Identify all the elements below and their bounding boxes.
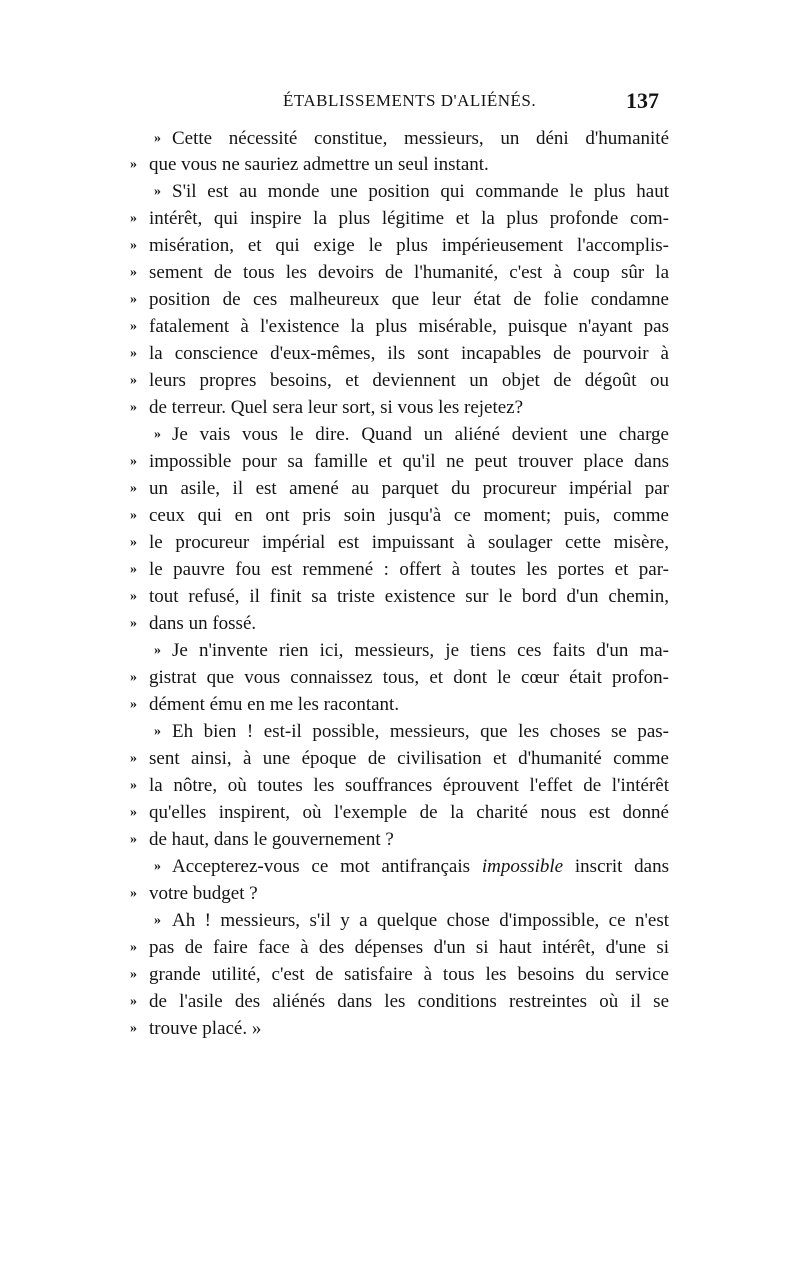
guillemet-mark: » — [154, 724, 161, 739]
guillemet-mark: » — [130, 238, 137, 253]
guillemet-mark: » — [130, 454, 137, 469]
line-text: Je vais vous le dire. Quand un aliéné devient une charge — [172, 424, 669, 445]
text-line — [0, 692, 800, 718]
text-line — [0, 908, 800, 934]
text-line — [0, 773, 800, 799]
text-line — [0, 746, 800, 772]
guillemet-mark: » — [130, 697, 137, 712]
guillemet-mark: » — [130, 940, 137, 955]
line-text: intérêt, qui inspire la plus légitime et la plus profonde com- — [149, 208, 669, 229]
text-line — [0, 989, 800, 1015]
guillemet-mark: » — [130, 157, 137, 172]
text-line — [0, 449, 800, 475]
guillemet-mark: » — [154, 427, 161, 442]
guillemet-mark: » — [130, 292, 137, 307]
text-line — [0, 126, 800, 152]
line-text: de terreur. Quel sera leur sort, si vous les rejetez? — [149, 397, 524, 418]
guillemet-mark: » — [154, 913, 161, 928]
line-text: sement de tous les devoirs de l'humanité, c'est à coup sûr la — [149, 262, 669, 283]
text-line — [0, 557, 800, 583]
line-text: Ah ! messieurs, s'il y a quelque chose d'impossible, ce n'est — [172, 910, 669, 931]
line-text: sent ainsi, à une époque de civilisation et d'humanité comme — [149, 748, 669, 769]
text-line — [0, 881, 800, 907]
running-head: ÉTABLISSEMENTS D'ALIÉNÉS. — [283, 91, 537, 110]
line-text: ceux qui en ont pris soin jusqu'à ce moment; puis, comme — [149, 505, 669, 526]
text-line — [0, 665, 800, 691]
line-text: le pauvre fou est remmené : offert à toutes les portes et par- — [149, 559, 669, 580]
line-text: le procureur impérial est impuissant à soulager cette misère, — [149, 532, 669, 553]
line-text: la nôtre, où toutes les souffrances éprouvent l'effet de l'intérêt — [149, 775, 669, 796]
line-text: qu'elles inspirent, où l'exemple de la charité nous est donné — [149, 802, 669, 823]
text-line — [0, 395, 800, 421]
guillemet-mark: » — [130, 535, 137, 550]
guillemet-mark: » — [130, 400, 137, 415]
guillemet-mark: » — [130, 751, 137, 766]
text-line — [0, 584, 800, 610]
text-line — [0, 719, 800, 745]
guillemet-mark: » — [130, 508, 137, 523]
text-line — [0, 962, 800, 988]
guillemet-mark: » — [130, 481, 137, 496]
text-line — [0, 341, 800, 367]
text-line — [0, 314, 800, 340]
line-text: impossible pour sa famille et qu'il ne peut trouver place dans — [149, 451, 669, 472]
line-text: dans un fossé. — [149, 613, 257, 634]
guillemet-mark: » — [130, 562, 137, 577]
guillemet-mark: » — [130, 670, 137, 685]
guillemet-mark: » — [130, 778, 137, 793]
guillemet-mark: » — [154, 184, 161, 199]
line-text: trouve placé. » — [149, 1018, 262, 1039]
line-text: fatalement à l'existence la plus misérable, puisque n'ayant pas — [149, 316, 669, 337]
text-line — [0, 827, 800, 853]
guillemet-mark: » — [130, 211, 137, 226]
line-text: leurs propres besoins, et deviennent un objet de dégoût ou — [149, 370, 669, 391]
text-line — [0, 179, 800, 205]
guillemet-mark: » — [154, 859, 161, 874]
line-text-before: Accepterez-vous ce mot antifrançais — [172, 856, 482, 877]
text-line — [0, 260, 800, 286]
line-text: de haut, dans le gouvernement ? — [149, 829, 394, 850]
text-line — [0, 476, 800, 502]
text-line — [0, 530, 800, 556]
text-line — [0, 503, 800, 529]
text-line — [0, 1016, 800, 1042]
text-line — [0, 611, 800, 637]
guillemet-mark: » — [130, 994, 137, 1009]
line-text-after: inscrit dans — [563, 856, 669, 877]
guillemet-mark: » — [130, 265, 137, 280]
line-text: pas de faire face à des dépenses d'un si haut intérêt, d'une si — [149, 937, 669, 958]
guillemet-mark: » — [130, 832, 137, 847]
guillemet-mark: » — [130, 373, 137, 388]
line-text: misération, et qui exige le plus impérieusement l'accomplis- — [149, 235, 669, 256]
line-text: de l'asile des aliénés dans les conditions restreintes où il se — [149, 991, 669, 1012]
guillemet-mark: » — [130, 319, 137, 334]
guillemet-mark: » — [130, 616, 137, 631]
guillemet-mark: » — [154, 131, 161, 146]
text-line — [0, 800, 800, 826]
text-line — [0, 233, 800, 259]
line-text — [172, 854, 669, 880]
guillemet-mark: » — [130, 886, 137, 901]
line-text: votre budget ? — [149, 883, 258, 904]
page-number: 137 — [626, 88, 659, 113]
line-text: dément ému en me les racontant. — [149, 694, 400, 715]
guillemet-mark: » — [130, 346, 137, 361]
line-text: Je n'invente rien ici, messieurs, je tiens ces faits d'un ma- — [172, 640, 669, 661]
guillemet-mark: » — [154, 643, 161, 658]
line-text: que vous ne sauriez admettre un seul instant. — [149, 154, 489, 175]
text-line — [0, 422, 800, 448]
text-line — [0, 854, 800, 880]
italic-word: impossible — [481, 856, 564, 877]
line-text: S'il est au monde une position qui commande le plus haut — [172, 181, 669, 202]
guillemet-mark: » — [130, 1021, 137, 1036]
line-text: Cette nécessité constitue, messieurs, un déni d'humanité — [172, 128, 669, 149]
text-line — [0, 368, 800, 394]
guillemet-mark: » — [130, 589, 137, 604]
guillemet-mark: » — [130, 805, 137, 820]
line-text: Eh bien ! est-il possible, messieurs, que les choses se pas- — [172, 721, 669, 742]
text-line — [0, 152, 800, 178]
text-line — [0, 287, 800, 313]
line-text: grande utilité, c'est de satisfaire à tous les besoins du service — [149, 964, 669, 985]
guillemet-mark: » — [130, 967, 137, 982]
text-line — [0, 935, 800, 961]
line-text: gistrat que vous connaissez tous, et dont le cœur était profon- — [149, 667, 669, 688]
text-line — [0, 638, 800, 664]
line-text: tout refusé, il finit sa triste existence sur le bord d'un chemin, — [149, 586, 669, 607]
line-text: un asile, il est amené au parquet du procureur impérial par — [149, 478, 669, 499]
text-line — [0, 206, 800, 232]
line-text: position de ces malheureux que leur état de folie condamne — [149, 289, 669, 310]
line-text: la conscience d'eux-mêmes, ils sont incapables de pourvoir à — [149, 343, 669, 364]
